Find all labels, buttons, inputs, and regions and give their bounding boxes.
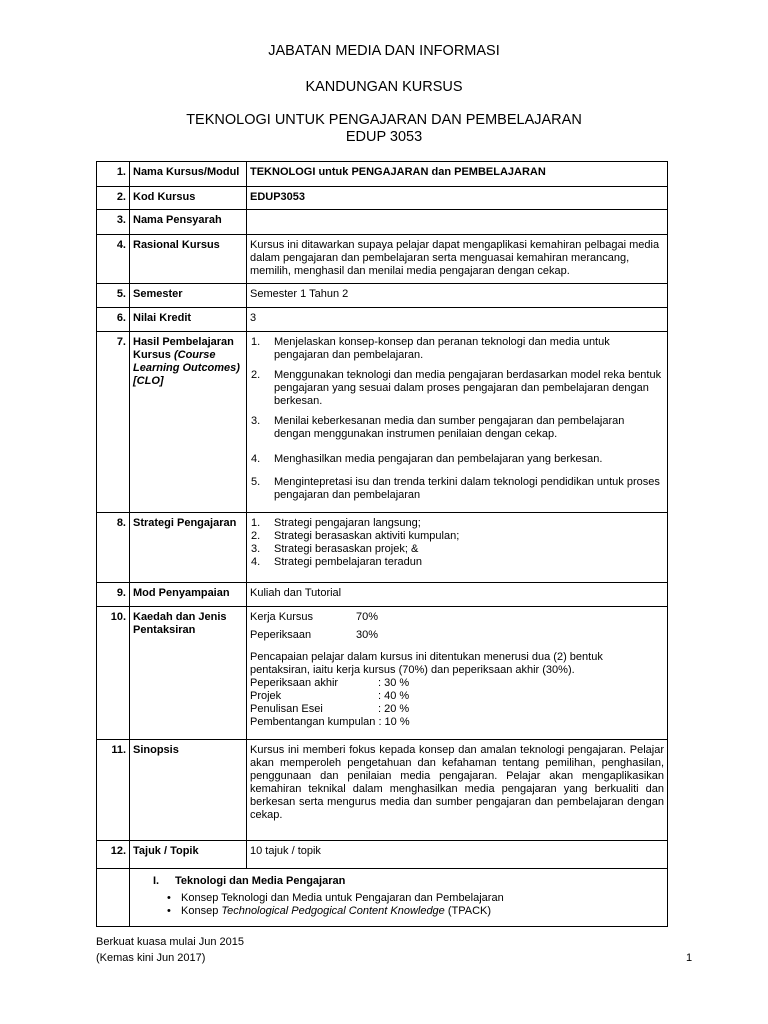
- row-number: 6.: [97, 308, 130, 332]
- table-row: [97, 162, 668, 187]
- clo-label: Hasil Pembelajaran Kursus: [133, 336, 234, 361]
- row-label: Sinopsis: [130, 740, 247, 841]
- course-code: EDUP 3053: [345, 129, 423, 145]
- row-number: 8.: [97, 513, 130, 583]
- row-number: 12.: [97, 841, 130, 869]
- course-title: TEKNOLOGI UNTUK PENGAJARAN DAN PEMBELAJARAN: [186, 112, 582, 128]
- row-label: [130, 332, 247, 513]
- row-label: Nama Kursus/Modul: [130, 162, 247, 187]
- row-number: 2.: [97, 187, 130, 210]
- list-item: 1. Strategi pengajaran langsung;: [251, 517, 421, 529]
- list-item: • Konsep Technological Pedgogical Content Knowledge (TPACK): [133, 905, 664, 918]
- list-item: 3. Menilai keberkesanan media dan sumber pengajaran dan pembelajaran dengan menggunakan instrumen penilaian dengan cekap.: [251, 415, 625, 440]
- table-row: [97, 607, 668, 740]
- list-item: 4. Menghasilkan media pengajaran dan pembelajaran yang berkesan.: [251, 453, 603, 465]
- assessment-part: Pembentangan kumpulan : 10 %: [250, 716, 410, 728]
- table-row: [97, 841, 668, 869]
- lecturer-name-value: [247, 210, 668, 235]
- row-label: Nama Pensyarah: [130, 210, 247, 235]
- assessment-part: Projek : 40 %: [250, 690, 410, 702]
- page-number: 1: [686, 952, 693, 964]
- table-row: [97, 210, 668, 235]
- row-label: Nilai Kredit: [130, 308, 247, 332]
- topic-heading: I. Teknologi dan Media Pengajaran: [153, 875, 346, 887]
- topics-count-value: 10 tajuk / topik: [247, 841, 668, 869]
- row-label: Mod Penyampaian: [130, 583, 247, 607]
- clo-label-english: (Course Learning Outcomes) [CLO]: [133, 349, 240, 387]
- list-item: 1. Menjelaskan konsep-konsep dan peranan teknologi dan media untuk pengajaran dan pembelajaran.: [251, 336, 610, 361]
- list-item: • Konsep Teknologi dan Media untuk Pengajaran dan Pembelajaran: [133, 892, 664, 905]
- coursework-weight: Kerja Kursus 70%: [250, 611, 379, 623]
- row-number: 4.: [97, 235, 130, 284]
- row-number: 9.: [97, 583, 130, 607]
- row-number: 10.: [97, 607, 130, 740]
- table-row: [97, 869, 668, 927]
- course-code-value: EDUP3053: [247, 187, 668, 210]
- list-item: 2. Menggunakan teknologi dan media pengajaran berdasarkan model reka bentuk pengajaran yang sesuai dalam proses pengajaran dan pembelajaran dengan berkesan.: [251, 369, 662, 407]
- list-item: 2. Strategi berasaskan aktiviti kumpulan;: [251, 530, 460, 542]
- semester-value: Semester 1 Tahun 2: [247, 284, 668, 308]
- course-name-value: TEKNOLOGI untuk PENGAJARAN dan PEMBELAJARAN: [247, 162, 668, 187]
- table-row: [97, 187, 668, 210]
- assessment-part: Peperiksaan akhir : 30 %: [250, 677, 410, 689]
- empty-cell: [97, 869, 130, 927]
- learning-outcomes-list: [247, 332, 668, 513]
- credit-value: 3: [247, 308, 668, 332]
- assessment-details: [247, 607, 668, 740]
- list-item: 3. Strategi berasaskan projek; &: [251, 543, 419, 555]
- row-label: Kaedah dan Jenis Pentaksiran: [130, 607, 247, 740]
- delivery-mode-value: Kuliah dan Tutorial: [247, 583, 668, 607]
- row-label: Strategi Pengajaran: [130, 513, 247, 583]
- topic-block: [130, 869, 668, 927]
- exam-weight: Peperiksaan 30%: [250, 629, 379, 641]
- synopsis-value: Kursus ini memberi fokus kepada konsep dan amalan teknologi pengajaran. Pelajar akan memperoleh pengetahuan dan kefahaman tentang pemilihan, penghasilan, penggunaan dan penilaian media pengajaran. Pelajar akan mengaplikasikan kemahiran teknikal dalam menghasilkan media pengajaran yang berkualiti dan berkesan serta mengurus media dan sumber pengajaran dan pembelajaran dengan cekap.: [247, 740, 668, 841]
- table-row: [97, 235, 668, 284]
- table-row: [97, 583, 668, 607]
- row-label: Tajuk / Topik: [130, 841, 247, 869]
- list-item: 5. Mengintepretasi isu dan trenda terkini dalam teknologi pendidikan untuk proses pengajaran dan pembelajaran: [251, 476, 660, 501]
- table-row: [97, 284, 668, 308]
- teaching-strategy-list: [247, 513, 668, 583]
- rationale-value: Kursus ini ditawarkan supaya pelajar dapat mengaplikasi kemahiran pelbagai media dalam pengajaran dan pembelajaran serta menguasai kemahiran merancang, memilih, menghasil dan menilai media pengajaran dengan cekap.: [247, 235, 668, 284]
- row-number: 3.: [97, 210, 130, 235]
- table-row: [97, 513, 668, 583]
- row-number: 5.: [97, 284, 130, 308]
- course-content-table: [96, 161, 668, 927]
- row-number: 11.: [97, 740, 130, 841]
- row-label: Kod Kursus: [130, 187, 247, 210]
- row-label: Semester: [130, 284, 247, 308]
- row-number: 7.: [97, 332, 130, 513]
- row-number: 1.: [97, 162, 130, 187]
- list-item: 4. Strategi pembelajaran teradun: [251, 556, 422, 568]
- assessment-part: Penulisan Esei : 20 %: [250, 703, 410, 715]
- department-title: JABATAN MEDIA DAN INFORMASI: [268, 43, 500, 59]
- table-row: [97, 740, 668, 841]
- footer-revision-date: (Kemas kini Jun 2017): [96, 952, 206, 964]
- row-label: Rasional Kursus: [130, 235, 247, 284]
- table-row: [97, 308, 668, 332]
- footer-effective-date: Berkuat kuasa mulai Jun 2015: [96, 936, 244, 948]
- document-title: KANDUNGAN KURSUS: [305, 79, 463, 95]
- assessment-description: Pencapaian pelajar dalam kursus ini ditentukan menerusi dua (2) bentuk pentaksiran, iaitu kerja kursus (70%) dan peperiksaan akhir (30%).: [250, 651, 603, 676]
- table-row: [97, 332, 668, 513]
